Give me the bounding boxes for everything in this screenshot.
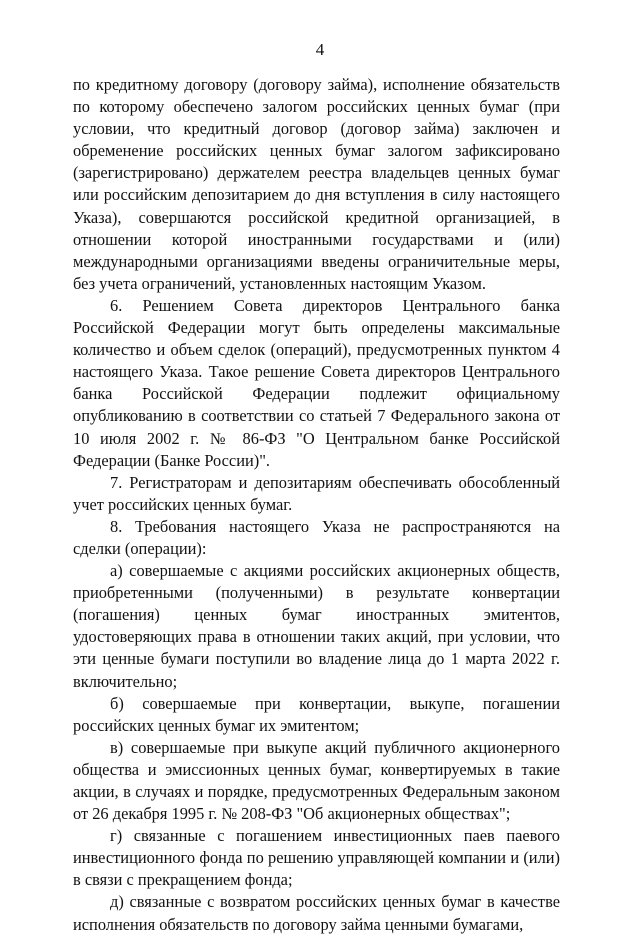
paragraph-subitem-d: д) связанные с возвратом российских ценных бумаг в качестве исполнения обязательств по договору займа ценными бумагами,	[73, 892, 560, 934]
document-body	[73, 74, 560, 936]
paragraph-subitem-v: в) совершаемые при выкупе акций публичного акционерного общества и эмиссионных ценных бумаг, конвертируемых в такие акции, в случаях и порядке, предусмотренных Федеральным законом от 26 декабря 1995 г. № 208-ФЗ "Об акционерных обществах";	[73, 737, 560, 824]
paragraph-subitem-b: б) совершаемые при конвертации, выкупе, погашении российских ценных бумаг их эмитентом;	[73, 693, 560, 735]
page-number: 4	[315, 40, 325, 59]
paragraph-continuation: по кредитному договору (договору займа), исполнение обязательств по которому обеспечено залогом российских ценных бумаг (при условии, что кредитный договор (договор займа) заключен и обременение российских ценных бумаг залогом зафиксировано (зарегистрировано) держателем реестра владельцев ценных бумаг или российским депозитарием до дня вступления в силу настоящего Указа), совершаются российской кредитной организацией, в отношении которой иностранными государствами и (или) международными организациями введены ограничительные меры, без учета ограничений, установленных настоящим Указом.	[73, 75, 560, 293]
paragraph-item-7: 7. Регистраторам и депозитариям обеспечивать обособленный учет российских ценных бумаг.	[73, 472, 560, 514]
paragraph-subitem-g: г) связанные с погашением инвестиционных паев паевого инвестиционного фонда по решению управляющей компании и (или) в связи с прекращением фонда;	[73, 826, 560, 890]
paragraph-subitem-a: а) совершаемые с акциями российских акционерных обществ, приобретенными (полученными) в результате конвертации (погашения) ценных бумаг иностранных эмитентов, удостоверяющих права в отношении таких акций, при условии, что эти ценные бумаги поступили во владение лица до 1 марта 2022 г. включительно;	[73, 561, 560, 691]
paragraph-item-8: 8. Требования настоящего Указа не распространяются на сделки (операции):	[73, 516, 560, 558]
paragraph-item-6: 6. Решением Совета директоров Центрального банка Российской Федерации могут быть определены максимальные количество и объем сделок (операций), предусмотренных пунктом 4 настоящего Указа. Такое решение Совета директоров Центрального банка Российской Федерации подлежит официальному опубликованию в соответствии со статьей 7 Федерального закона от 10 июля 2002 г. № 86-ФЗ "О Центральном банке Российской Федерации (Банке России)".	[73, 295, 560, 470]
